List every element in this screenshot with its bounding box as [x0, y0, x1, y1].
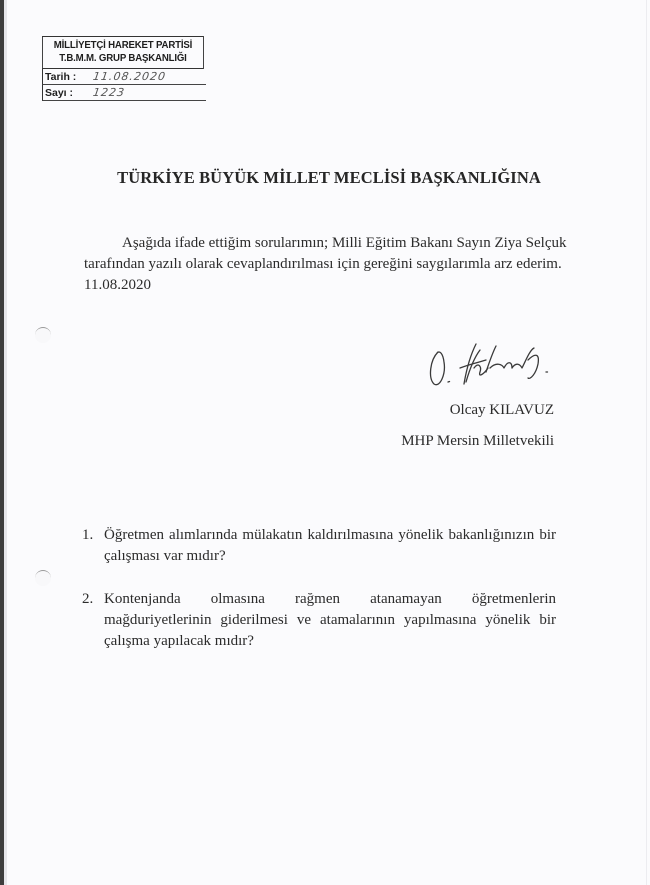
stamp-party-name: MİLLİYETÇİ HAREKET PARTİSİ	[53, 39, 193, 51]
punch-hole-icon	[35, 570, 51, 586]
punch-hole-icon	[35, 327, 51, 343]
stamp-number-row	[42, 85, 206, 101]
scan-left-edge-shadow	[4, 0, 7, 885]
registry-stamp	[42, 36, 210, 101]
stamp-date-value: 11.08.2020	[92, 70, 167, 83]
intro-paragraph	[84, 233, 574, 296]
signer-title: MHP Mersin Milletvekili	[401, 433, 554, 449]
signer-name: Olcay KILAVUZ	[449, 402, 554, 418]
stamp-number-label: Sayı :	[45, 86, 74, 99]
question-number: 2.	[82, 591, 94, 607]
intro-date: 11.08.2020	[84, 277, 151, 293]
stamp-header	[42, 36, 204, 69]
intro-line-2: tarafından yazılı olarak cevaplandırılması için gereğini saygılarımla arz ederim.	[84, 256, 562, 272]
signature-icon	[424, 338, 564, 390]
scan-right-edge	[646, 0, 647, 885]
question-number: 1.	[82, 527, 94, 543]
stamp-date-label: Tarih :	[45, 70, 77, 83]
question-item	[82, 589, 556, 652]
question-text: Kontenjanda olmasına rağmen atanamayan öğretmenlerin mağduriyetlerinin giderilmesi ve atamalarının yapılmasına yönelik bir çalışma yapılacak mıdır?	[104, 591, 556, 649]
document-title: TÜRKİYE BÜYÜK MİLLET MECLİSİ BAŞKANLIĞINA	[117, 168, 541, 187]
intro-line-1: Aşağıda ifade ettiğim sorularımın; Milli Eğitim Bakanı Sayın Ziya Selçuk	[122, 235, 567, 251]
stamp-number-value: 1223	[92, 86, 126, 99]
questions-list	[82, 525, 556, 674]
stamp-date-row	[42, 69, 206, 85]
stamp-office-name: T.B.M.M. GRUP BAŞKANLIĞI	[59, 52, 187, 64]
question-item	[82, 525, 556, 567]
question-text: Öğretmen alımlarında mülakatın kaldırılmasına yönelik bakanlığınızın bir çalışması var mıdır?	[104, 527, 556, 564]
